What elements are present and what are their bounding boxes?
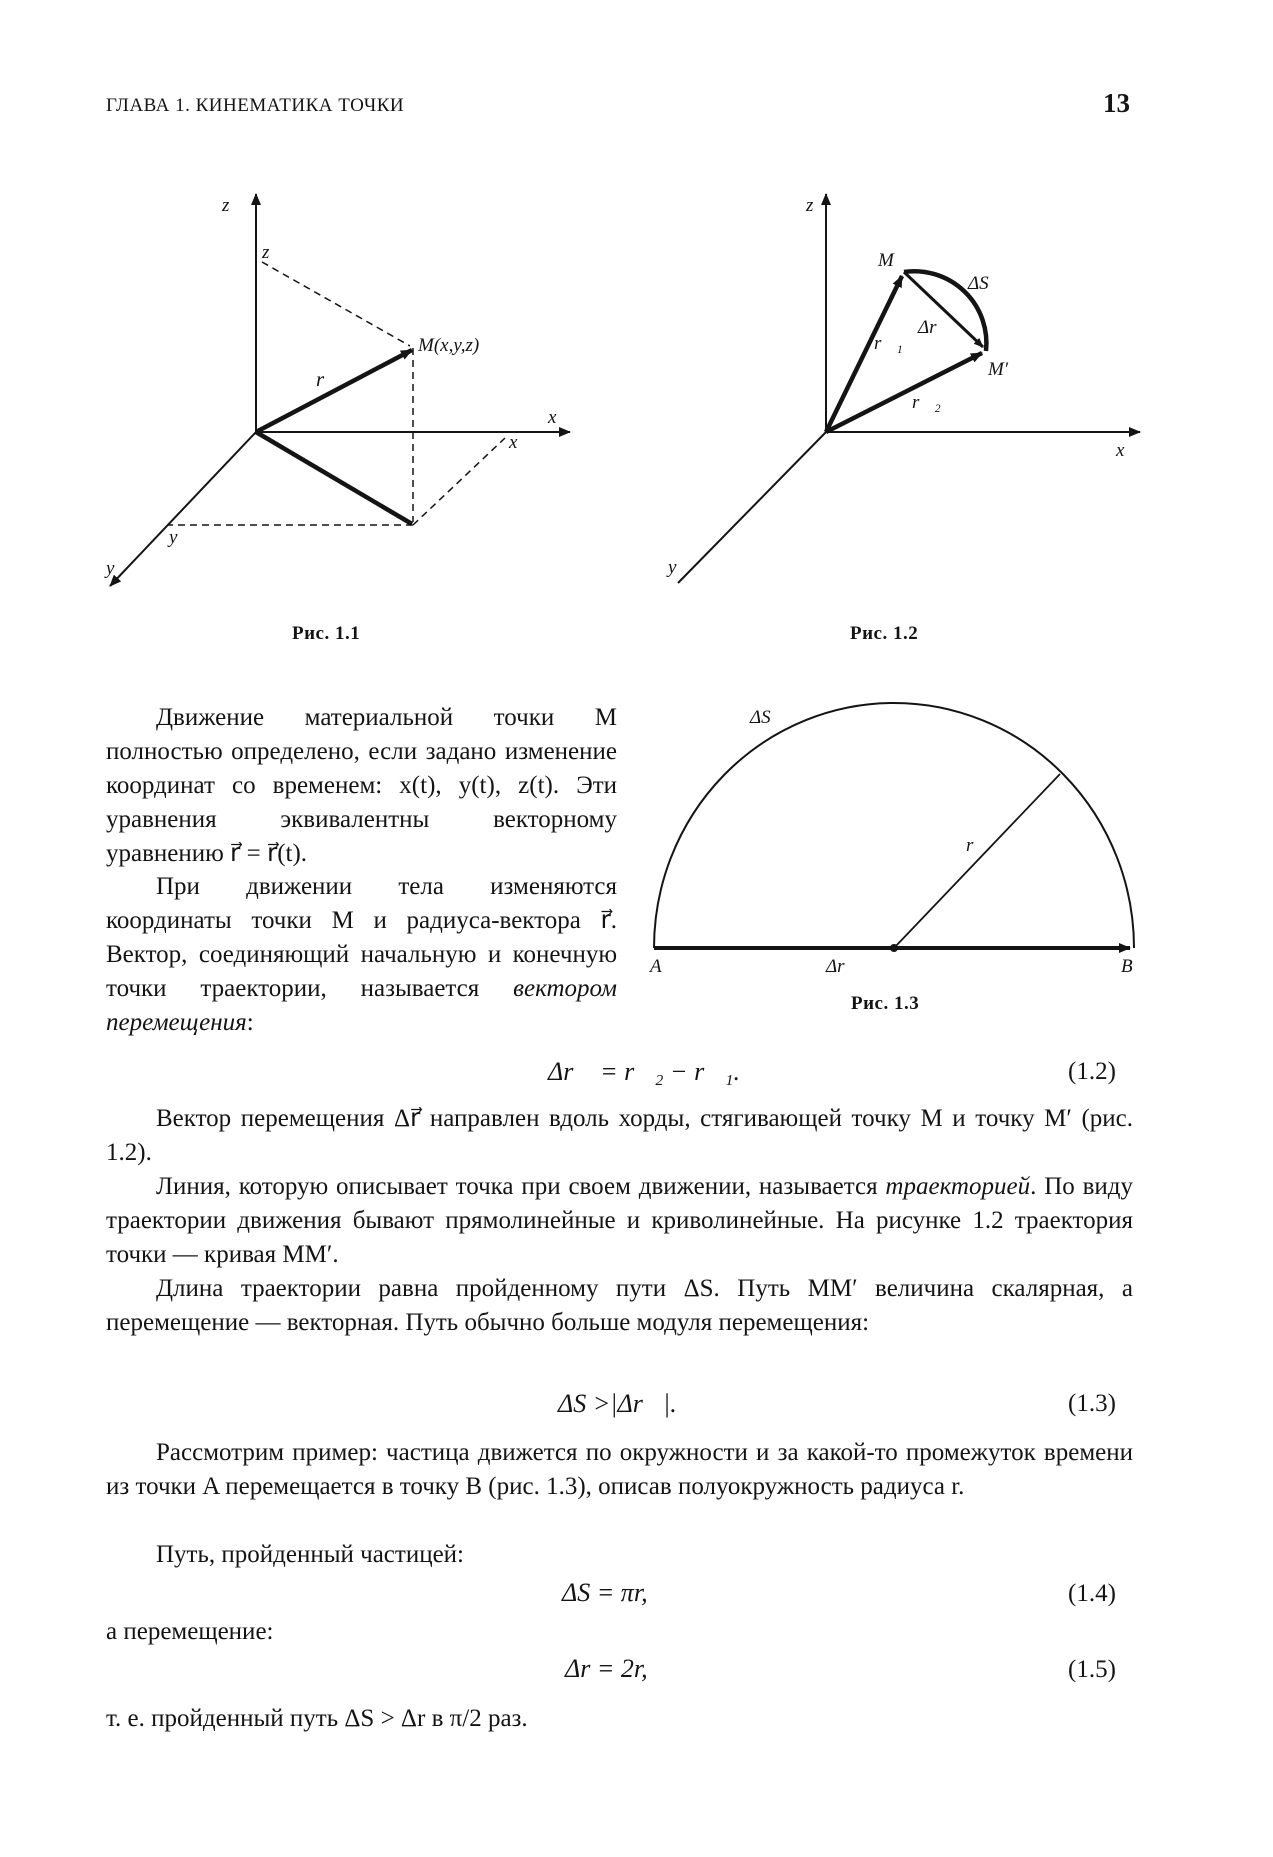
term-trajectory: траекторией	[885, 1173, 1031, 1200]
page-number: 13	[1103, 88, 1130, 118]
paragraph-8: а перемещение:	[106, 1618, 274, 1645]
fig1-y-proj-label: y	[169, 527, 178, 548]
fig1-point-label: M(x,y,z)	[418, 335, 480, 356]
paragraph-2-text: При движении тела изменяются координаты точки M и радиуса-вектора r⃗. Вектор, соединяющий начальную и конечную точки траектории, называется	[106, 873, 617, 1002]
fig2-x-label: x	[1116, 440, 1125, 461]
equation-1-2-number: (1.2)	[1068, 1058, 1116, 1085]
paragraph-4-text: Линия, которую описывает точка при своем движении, называется	[156, 1173, 886, 1200]
paragraph-2-colon: :	[246, 1009, 254, 1036]
fig2-z-label: z	[806, 195, 814, 216]
equation-1-4: ΔS = πr,	[562, 1578, 648, 1607]
paragraph-1: Движение материальной точки M полностью определено, если задано изменение координат со временем: x(t), y(t), z(t). Эти уравнения эквивалентны векторному уравнению r⃗ = r⃗(t).	[106, 704, 617, 867]
fig3-r-label: r	[966, 835, 974, 856]
fig3-radius	[894, 774, 1060, 948]
fig2-dS-label: ΔS	[968, 273, 989, 294]
fig1-x-label: x	[548, 407, 557, 428]
fig1-x-proj-label: x	[509, 432, 518, 453]
fig3-A-label: A	[650, 956, 662, 977]
fig3-dr-label: Δr⃗	[826, 956, 860, 977]
fig3-dS-label: ΔS	[750, 707, 771, 728]
fig3-center-point	[890, 944, 898, 952]
fig2-r2-label: r⃗₂	[912, 392, 941, 413]
equation-1-3: ΔS >|Δr⃗|.	[558, 1389, 677, 1418]
paragraph-6: Рассмотрим пример: частица движется по окружности и за какой-то промежуток времени из точки A перемещается в точку B (рис. 1.3), описав полуокружность радиуса r.	[106, 1439, 1133, 1500]
fig2-Mprime-label: M′	[988, 359, 1008, 380]
fig1-vector-label: r⃗	[316, 367, 341, 391]
equation-1-2: Δr⃗ = r⃗₂ − r⃗₁.	[548, 1057, 740, 1086]
fig3-caption: Рис. 1.3	[851, 993, 920, 1014]
equation-1-5-number: (1.5)	[1068, 1656, 1116, 1683]
fig2-r1-label: r⃗₁	[874, 333, 903, 354]
fig1-z-proj-label: z	[262, 242, 270, 263]
paragraph-4-rest: . По виду траектории движения бывают прямолинейные и криволинейные. На рисунке 1.2 траектория точки — кривая MM′.	[106, 1173, 1133, 1268]
paragraph-3: Вектор перемещения Δr⃗ направлен вдоль хорды, стягивающей точку M и точку M′ (рис. 1.2).	[106, 1105, 1133, 1166]
paragraph-2	[106, 870, 617, 1040]
running-title: ГЛАВА 1. КИНЕМАТИКА ТОЧКИ	[106, 95, 405, 116]
fig1-y-label: y	[106, 558, 115, 579]
fig2-M-label: M	[878, 250, 894, 271]
paragraph-9: т. е. пройденный путь ΔS > Δr в π/2 раз.	[106, 1705, 528, 1732]
paragraph-4	[106, 1170, 1133, 1272]
fig3-semicircle	[654, 703, 1134, 948]
term-displacement-vector: вектором перемещения	[106, 975, 617, 1036]
paragraph-7: Путь, пройденный частицей:	[156, 1541, 465, 1568]
fig2-dr-label: Δr⃗	[918, 317, 952, 338]
fig2-caption: Рис. 1.2	[850, 623, 919, 644]
fig1-caption: Рис. 1.1	[292, 623, 361, 644]
fig1-z-label: z	[222, 195, 230, 216]
equation-1-4-number: (1.4)	[1068, 1580, 1116, 1607]
fig2-y-label: y	[668, 557, 677, 578]
equation-1-5: Δr = 2r,	[565, 1654, 648, 1683]
fig3-B-label: B	[1121, 956, 1133, 977]
paragraph-5: Длина траектории равна пройденному пути ΔS. Путь MM′ величина скалярная, а перемещение — векторная. Путь обычно больше модуля перемещения:	[106, 1275, 1133, 1336]
equation-1-3-number: (1.3)	[1068, 1390, 1116, 1417]
